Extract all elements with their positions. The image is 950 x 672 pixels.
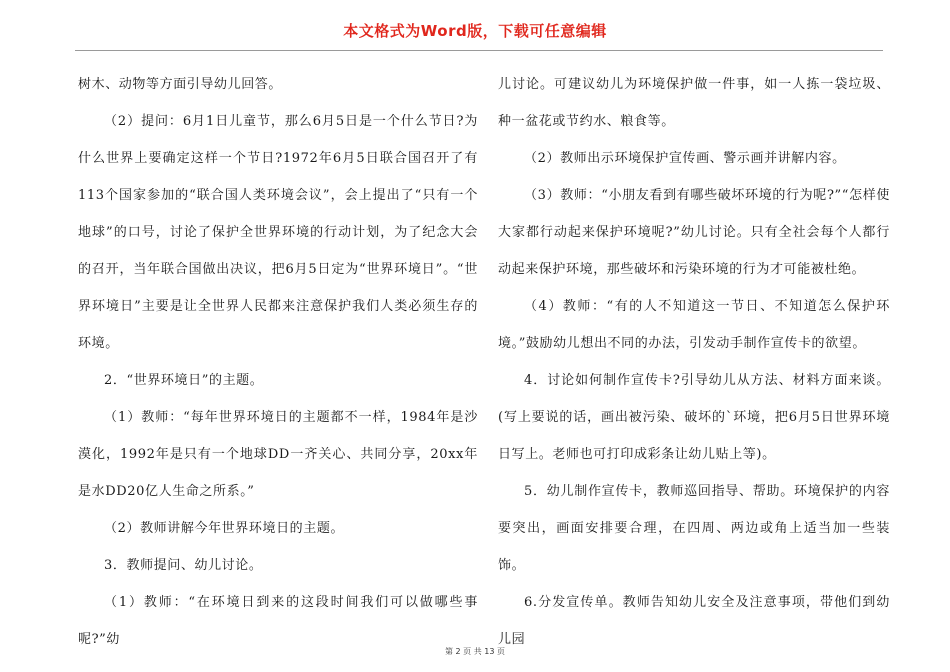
section-heading: 3．教师提问、幼儿讨论。 (104, 558, 263, 573)
paragraph: 树木、动物等方面引导幼儿回答。 (78, 77, 283, 92)
paragraph: 儿讨论。可建议幼儿为环境保护做一件事，如一人拣一袋垃圾、种一盆花或节约水、粮食等。 (498, 77, 890, 129)
paragraph: 5．幼儿制作宣传卡，教师巡回指导、帮助。环境保护的内容要突出，画面安排要合理，在四周、两边或角上适当加一些装饰。 (498, 484, 890, 573)
header-divider (75, 50, 883, 51)
paragraph: （2）教师讲解今年世界环境日的主题。 (104, 521, 345, 536)
paragraph: （1）教师：“每年世界环境日的主题都不一样，1984年是沙漠化，1992年是只有一个地球DD一齐关心、共同分享，20xx年是水DD20亿人生命之所系。” (78, 410, 478, 499)
left-text-column (78, 66, 478, 658)
right-text-column (498, 66, 890, 658)
paragraph: 4．讨论如何制作宣传卡?引导幼儿从方法、材料方面来谈。(写上要说的话，画出被污染、破坏的`环境，把6月5日世界环境日写上。老师也可打印成彩条让幼儿贴上等)。 (498, 373, 890, 462)
paragraph: （4）教师：“有的人不知道这一节日、不知道怎么保护环境。”鼓励幼儿想出不同的办法，引发动手制作宣传卡的欲望。 (498, 299, 890, 351)
paragraph: （1）教师：“在环境日到来的这段时间我们可以做哪些事呢?”幼 (78, 595, 478, 647)
document-banner: 本文格式为Word版，下载可任意编辑 (343, 22, 607, 40)
section-heading: 2．“世界环境日”的主题。 (104, 373, 264, 388)
page-number: 第 2 页 共 13 页 (445, 647, 505, 656)
paragraph: 6.分发宣传单。教师告知幼儿安全及注意事项，带他们到幼儿园 (498, 595, 890, 647)
paragraph: （2）提问：6月1日儿童节，那么6月5日是一个什么节日?为什么世界上要确定这样一个节日?1972年6月5日联合国召开了有113个国家参加的“联合国人类环境会议”，会上提出了“只有一个地球”的口号，讨论了保护全世界环境的行动计划，为了纪念大会的召开，当年联合国做出决议，把6月5日定为“世界环境日”。“世界环境日”主要是让全世界人民都来注意保护我们人类必须生存的环境。 (78, 114, 478, 351)
paragraph: （2）教师出示环境保护宣传画、警示画并讲解内容。 (524, 151, 846, 166)
paragraph: （3）教师：“小朋友看到有哪些破坏环境的行为呢?”“怎样使大家都行动起来保护环境呢?”幼儿讨论。只有全社会每个人都行动起来保护环境，那些破坏和污染环境的行为才可能被杜绝。 (498, 188, 890, 277)
